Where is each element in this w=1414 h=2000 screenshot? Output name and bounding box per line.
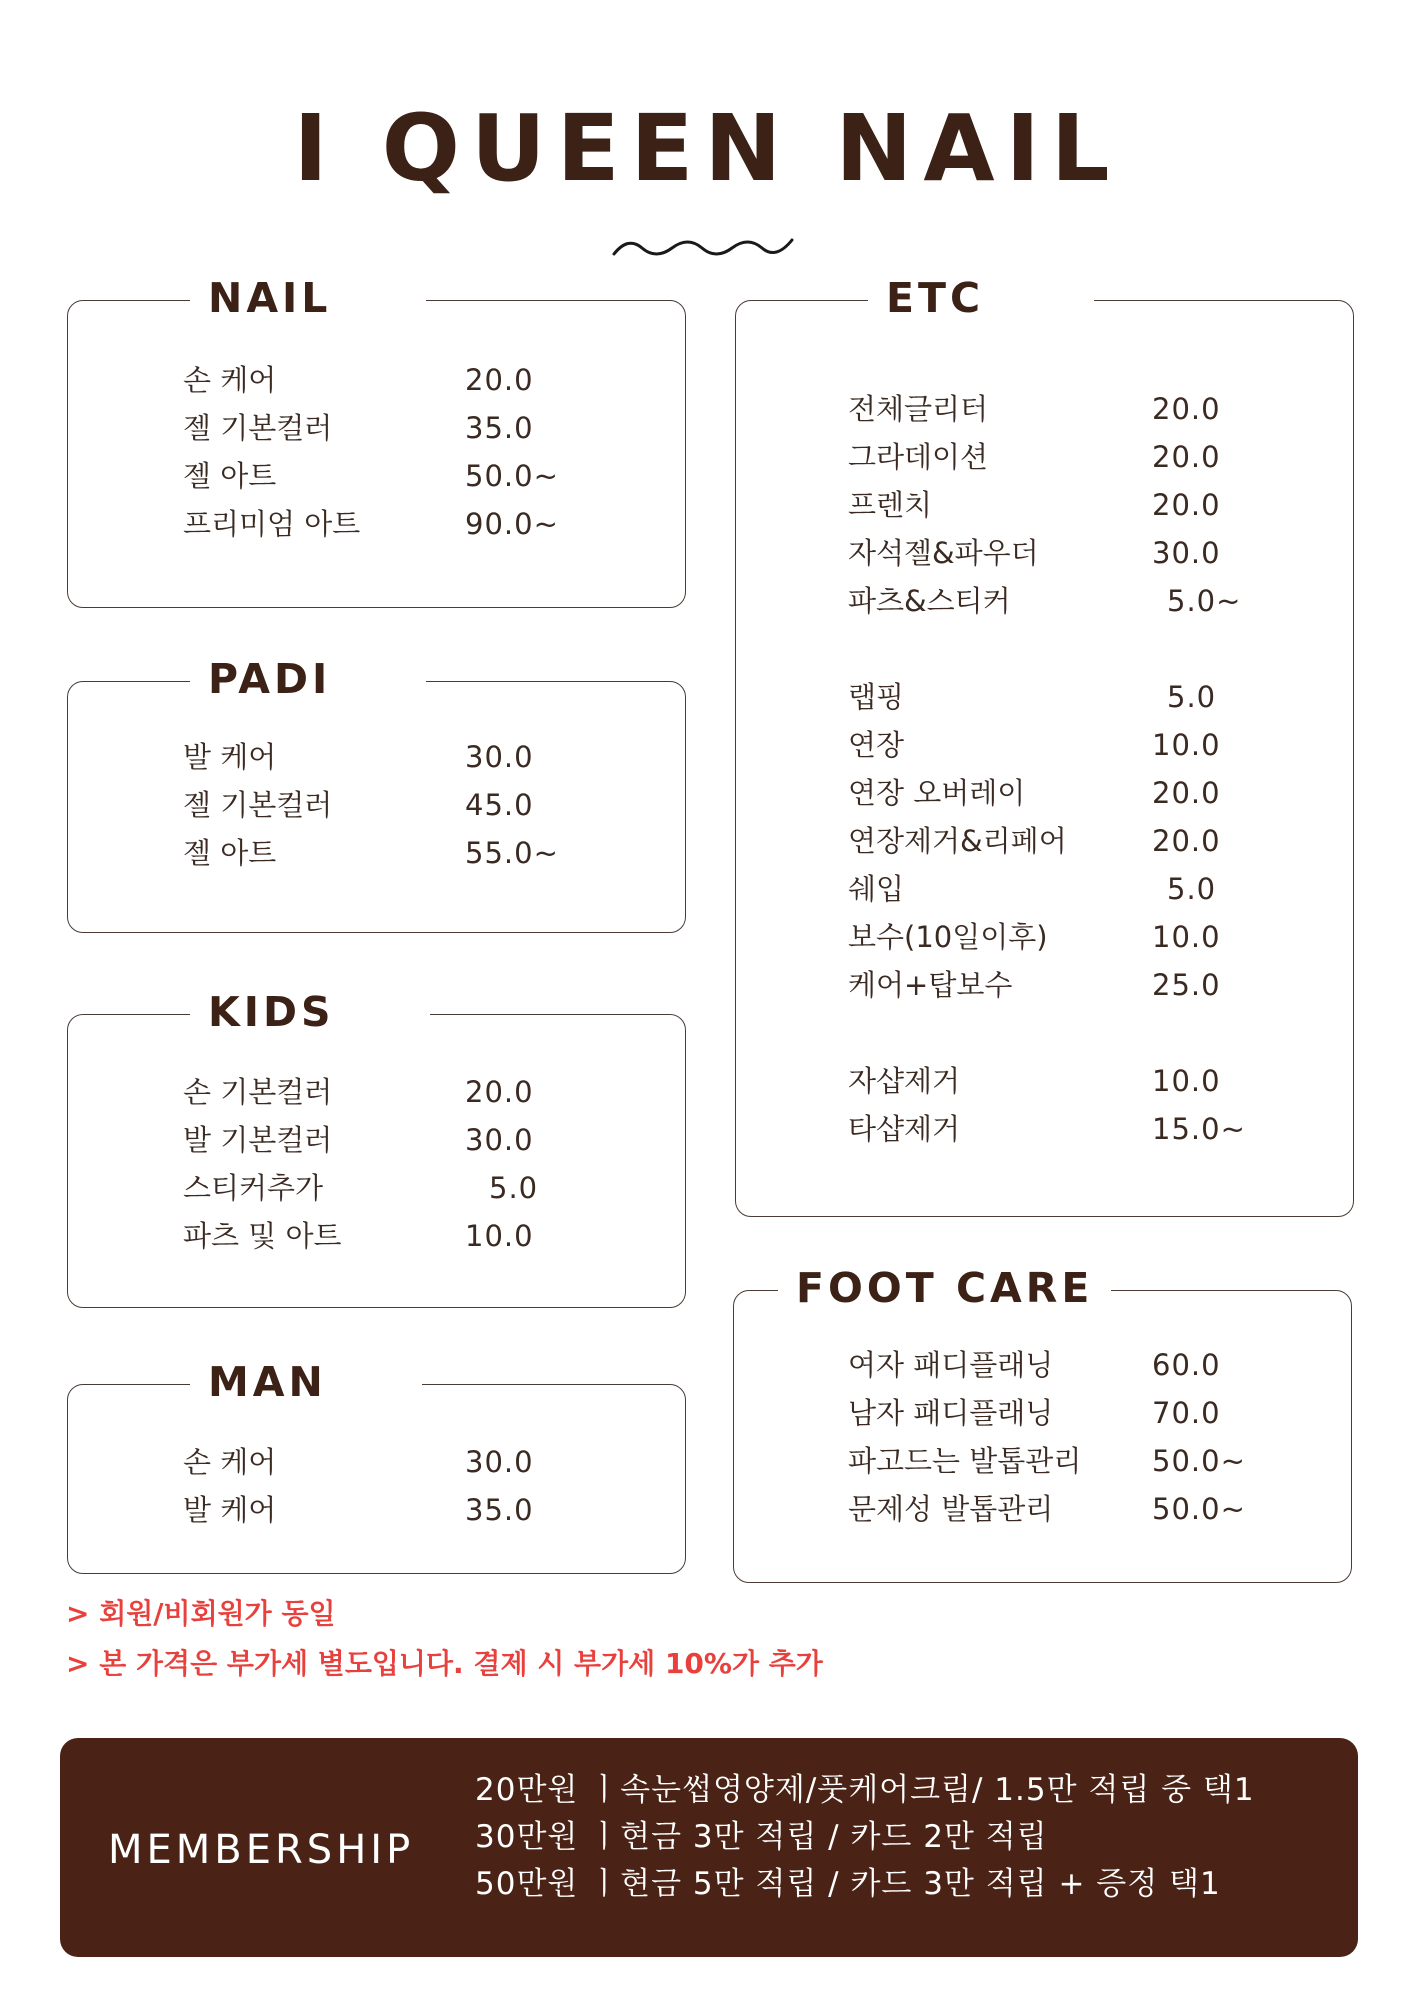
- padi-item-price: 45.0: [465, 788, 534, 822]
- kids-item-name: 발 기본컬러: [183, 1123, 333, 1157]
- nail-section: [67, 300, 686, 608]
- kids-section-title: KIDS: [190, 992, 430, 1033]
- padi-item-price: 30.0: [465, 740, 534, 774]
- kids-item-price: 30.0: [465, 1123, 534, 1157]
- man-section-title: MAN: [190, 1362, 422, 1403]
- foot-care-item-price: 50.0~: [1152, 1444, 1246, 1478]
- membership-panel: [60, 1738, 1358, 1957]
- etc-item-price: 5.0: [1167, 680, 1217, 714]
- padi-item-name: 젤 기본컬러: [183, 788, 333, 822]
- kids-item-price: 10.0: [465, 1219, 534, 1253]
- foot-care-item-price: 60.0: [1152, 1348, 1221, 1382]
- etc-item-name: 연장 오버레이: [848, 776, 1026, 810]
- kids-item-price: 5.0: [489, 1171, 539, 1205]
- foot-care-item-name: 여자 패디플래닝: [848, 1348, 1054, 1382]
- padi-item-price: 55.0~: [465, 836, 559, 870]
- etc-item-price: 20.0: [1152, 488, 1221, 522]
- nail-item-name: 손 케어: [183, 363, 277, 397]
- man-item-name: 손 케어: [183, 1445, 277, 1479]
- note-vat: > 본 가격은 부가세 별도입니다. 결제 시 부가세 10%가 추가: [66, 1647, 823, 1680]
- man-item-name: 발 케어: [183, 1493, 277, 1527]
- etc-item-name: 케어+탑보수: [848, 968, 1013, 1002]
- padi-item-name: 젤 아트: [183, 836, 277, 870]
- kids-item-name: 손 기본컬러: [183, 1075, 333, 1109]
- etc-item-price: 20.0: [1152, 824, 1221, 858]
- etc-item-name: 연장: [848, 728, 905, 762]
- etc-item-price: 10.0: [1152, 728, 1221, 762]
- etc-item-price: 20.0: [1152, 440, 1221, 474]
- man-section: [67, 1384, 686, 1574]
- foot-care-item-price: 50.0~: [1152, 1492, 1246, 1526]
- padi-section-title: PADI: [190, 659, 426, 700]
- kids-item-price: 20.0: [465, 1075, 534, 1109]
- etc-item-name: 연장제거&리페어: [848, 824, 1067, 858]
- nail-item-name: 젤 기본컬러: [183, 411, 333, 445]
- etc-item-name: 프렌치: [848, 488, 933, 522]
- foot-care-section: [733, 1290, 1352, 1583]
- man-item-price: 35.0: [465, 1493, 534, 1527]
- etc-item-name: 보수(10일이후): [848, 920, 1048, 954]
- page-title: I QUEEN NAIL: [293, 95, 1121, 202]
- etc-item-price: 25.0: [1152, 968, 1221, 1002]
- foot-care-item-price: 70.0: [1152, 1396, 1221, 1430]
- nail-item-price: 50.0~: [465, 459, 559, 493]
- etc-item-name: 그라데이션: [848, 440, 989, 474]
- foot-care-item-name: 파고드는 발톱관리: [848, 1444, 1082, 1478]
- notes: [66, 1597, 823, 1700]
- kids-item-name: 스티커추가: [183, 1171, 324, 1205]
- padi-section: [67, 681, 686, 933]
- etc-item-price: 5.0: [1167, 872, 1217, 906]
- etc-item-name: 자샵제거: [848, 1064, 961, 1098]
- etc-item-name: 타샵제거: [848, 1112, 961, 1146]
- etc-section: [735, 300, 1354, 1217]
- note-member-price: > 회원/비회원가 동일: [66, 1597, 336, 1630]
- foot-care-item-name: 남자 패디플래닝: [848, 1396, 1054, 1430]
- man-item-price: 30.0: [465, 1445, 534, 1479]
- kids-section: [67, 1014, 686, 1308]
- foot-care-section-title: FOOT CARE: [778, 1268, 1111, 1309]
- etc-item-price: 20.0: [1152, 392, 1221, 426]
- etc-item-price: 30.0: [1152, 536, 1221, 570]
- etc-item-name: 전체글리터: [848, 392, 989, 426]
- nail-item-price: 20.0: [465, 363, 534, 397]
- membership-line: 20만원 ㅣ속눈썹영양제/풋케어크림/ 1.5만 적립 중 택1: [475, 1772, 1255, 1808]
- etc-item-name: 파츠&스티커: [848, 584, 1011, 618]
- etc-item-price: 10.0: [1152, 1064, 1221, 1098]
- nail-item-name: 프리미엄 아트: [183, 507, 361, 541]
- etc-item-price: 20.0: [1152, 776, 1221, 810]
- nail-item-name: 젤 아트: [183, 459, 277, 493]
- membership-title: MEMBERSHIP: [108, 1827, 415, 1873]
- nail-section-title: NAIL: [190, 278, 426, 319]
- etc-item-price: 15.0~: [1152, 1112, 1246, 1146]
- padi-item-name: 발 케어: [183, 740, 277, 774]
- foot-care-item-name: 문제성 발톱관리: [848, 1492, 1054, 1526]
- nail-item-price: 90.0~: [465, 507, 559, 541]
- nail-item-price: 35.0: [465, 411, 534, 445]
- etc-item-price: 10.0: [1152, 920, 1221, 954]
- etc-item-name: 자석젤&파우더: [848, 536, 1039, 570]
- etc-item-name: 랩핑: [848, 680, 905, 714]
- etc-item-name: 쉐입: [848, 872, 905, 906]
- membership-line: 50만원 ㅣ현금 5만 적립 / 카드 3만 적립 + 증정 택1: [475, 1866, 1221, 1902]
- squiggle-divider-icon: [612, 234, 798, 262]
- etc-section-title: ETC: [868, 278, 1094, 319]
- kids-item-name: 파츠 및 아트: [183, 1219, 342, 1253]
- membership-line: 30만원 ㅣ현금 3만 적립 / 카드 2만 적립: [475, 1819, 1048, 1855]
- etc-item-price: 5.0~: [1167, 584, 1242, 618]
